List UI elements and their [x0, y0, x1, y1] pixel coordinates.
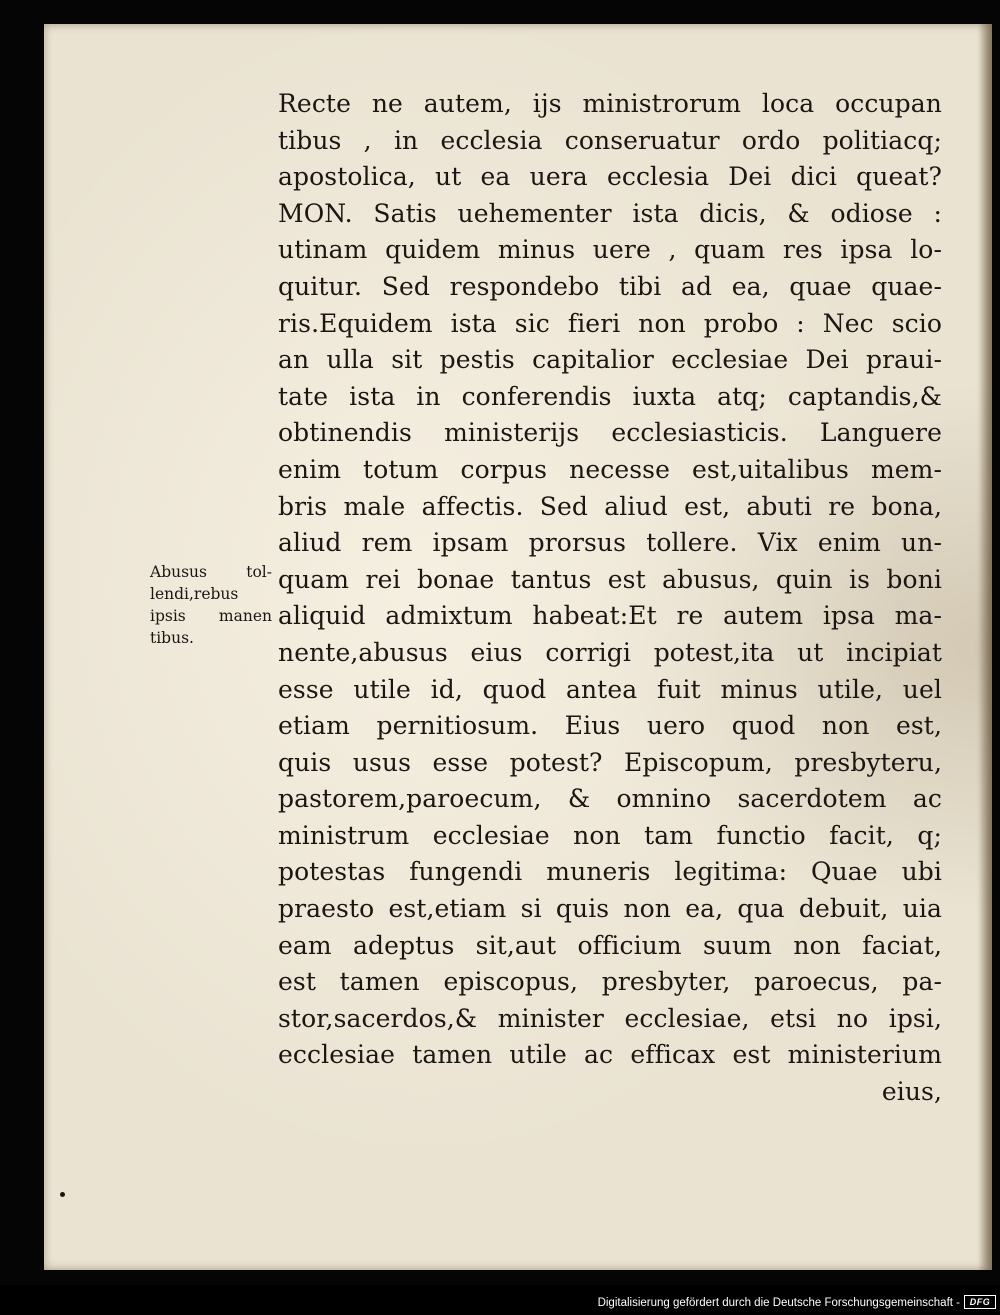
dfg-logo: DFG: [964, 1295, 996, 1309]
text-line: nente,abusus eius corrigi potest,ita ut incipiat: [278, 637, 942, 667]
text-line: ris.Equidem ista sic fieri non probo : Nec scio: [278, 308, 942, 338]
marginal-note-line: tibus.: [150, 629, 194, 647]
text-line: apostolica, ut ea uera ecclesia Dei dici queat?: [278, 162, 942, 192]
text-line: quitur. Sed respondebo tibi ad ea, quae quae-: [278, 271, 942, 301]
marginal-note: [150, 561, 272, 649]
funding-credit: Digitalisierung gefördert durch die Deutsche Forschungsgemeinschaft -: [597, 1297, 960, 1309]
text-line: est tamen episcopus, presbyter, paroecus, pa-: [278, 967, 942, 997]
text-line: potestas fungendi muneris legitima: Quae ubi: [278, 857, 942, 887]
book-page: [44, 24, 992, 1270]
catchword: eius,: [881, 1077, 942, 1107]
text-line: enim totum corpus necesse est,uitalibus mem-: [278, 454, 942, 484]
text-line: aliud rem ipsam prorsus tollere. Vix enim un-: [278, 528, 942, 558]
page-gutter-shadow: [978, 24, 992, 1270]
text-line: MON. Satis uehementer ista dicis, & odiose :: [278, 198, 942, 228]
footer-bar: [0, 1285, 1000, 1315]
text-line: tibus , in ecclesia conseruatur ordo politiacq;: [278, 125, 942, 155]
text-line: pastorem,paroecum, & omnino sacerdotem ac: [278, 784, 942, 814]
text-line: ecclesiae tamen utile ac efficax est ministerium: [278, 1040, 942, 1070]
text-line: an ulla sit pestis capitalior ecclesiae Dei praui-: [278, 345, 942, 375]
text-line: tate ista in conferendis iuxta atq; captandis,&: [278, 381, 942, 411]
marginal-note-line: ipsis manen: [150, 607, 272, 625]
main-text-block: [278, 86, 942, 1111]
text-line: ministrum ecclesiae non tam functio facit, q;: [278, 820, 942, 850]
text-line: quis usus esse potest? Episcopum, presbyteru,: [278, 747, 942, 777]
ink-speck: [60, 1192, 65, 1197]
text-line: Recte ne autem, ijs ministrorum loca occupan: [278, 89, 942, 118]
text-line: bris male affectis. Sed aliud est, abuti re bona,: [278, 491, 942, 521]
text-line: aliquid admixtum habeat:Et re autem ipsa ma-: [278, 601, 942, 631]
marginal-note-line: Abusus tol-: [150, 563, 272, 581]
text-line: stor,sacerdos,& minister ecclesiae, etsi no ipsi,: [278, 1003, 942, 1033]
text-line: eam adeptus sit,aut officium suum non faciat,: [278, 930, 942, 960]
text-line: praesto est,etiam si quis non ea, qua debuit, uia: [278, 894, 942, 924]
text-line: etiam pernitiosum. Eius uero quod non est,: [278, 711, 942, 741]
text-line: esse utile id, quod antea fuit minus utile, uel: [278, 674, 942, 704]
text-line: utinam quidem minus uere , quam res ipsa lo-: [278, 235, 942, 265]
text-line: obtinendis ministerijs ecclesiasticis. Languere: [278, 418, 942, 448]
text-line: quam rei bonae tantus est abusus, quin is boni: [278, 564, 942, 594]
marginal-note-line: lendi,rebus: [150, 585, 239, 603]
